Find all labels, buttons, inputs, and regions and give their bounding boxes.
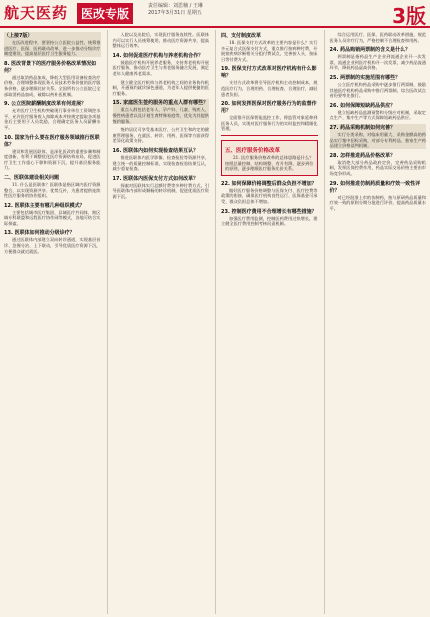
article-paragraph: 加强医疗费用监测，控制医药费用过快增长，建立健全医疗费用控制考核问责机制。 (221, 215, 318, 227)
column-3 (215, 30, 318, 614)
article-heading: 9. 公立医院薪酬制度改革有何进展？ (4, 101, 87, 108)
feature-box (221, 140, 318, 176)
article-paragraph: 主要包括城市医疗集团、县域医疗共同体、跨区域专科联盟和远程医疗协作网等模式，各地可结合实际探索。 (4, 209, 101, 226)
masthead-meta (148, 3, 203, 17)
article-heading: 13. 医联体如何推动分级诊疗？ (4, 230, 75, 237)
article-paragraph: 支付方式改革将引导医疗机构主动控制成本，规范医疗行为，合理用药、合理检查、合理治疗，减轻患者负担。 (221, 80, 318, 97)
article-block (113, 32, 210, 49)
section-title: 医改专版 (77, 3, 133, 24)
column-2 (107, 30, 210, 614)
article-block (330, 32, 427, 43)
article-paragraph: 通过医联体内部建立双向转诊通道，实现基层首诊、急慢分治、上下联动，引导优质医疗资源下沉，方便群众就近就医。 (4, 237, 101, 254)
publish-weekday: 星期五 (186, 10, 202, 16)
article-heading: 29. 如何推进仿制药质量和疗效一致性评价？ (329, 180, 421, 194)
article-paragraph: 建立短缺药品监测预警和分级应对机制，采取定点生产、集中生产等方式保障短缺药品供应。 (329, 109, 426, 121)
article-paragraph: 探索对医联体实行总额付费等多种付费方式，引导医联体内部形成顺畅的转诊机制，促进优质医疗资源下沉。 (112, 182, 209, 199)
article-paragraph: 实行分类采购，对临床用量大、采购金额高的药品实行集中招标采购，对部分专利药品、独家生产药品建立价格谈判机制。 (329, 131, 426, 149)
article-block (4, 32, 101, 57)
article-block (113, 127, 210, 144)
article-heading: 17. 医联体内医保支付方式如何改革？ (112, 175, 199, 182)
article-paragraph: 鼓励医疗机构开展养老服务，支持养老机构开展医疗服务，推动医疗卫生与养老服务融合发展，满足老年人健康养老需求。 (112, 59, 209, 76)
article-block (221, 180, 318, 205)
article-heading: 27. 药品采购机制如何完善？ (329, 124, 396, 131)
article-block (113, 147, 210, 172)
article-block (113, 175, 210, 200)
page-number: 3版 (392, 4, 426, 28)
article-paragraph: 公立医疗机构药品采购中逐步推行两票制，鼓励其他医疗机构药品采购中推行两票制，综合医改试点省份要率先推行。 (329, 81, 426, 99)
article-block (221, 208, 318, 227)
article-block (330, 74, 427, 99)
article-heading: 20. 如何发挥医保对医疗服务行为的监督作用？ (221, 101, 317, 115)
article-block (330, 152, 427, 177)
article-heading: 16. 医联体内如何实现检查结果互认？ (112, 147, 199, 154)
article-block (4, 60, 101, 97)
article-block (4, 134, 101, 171)
article-block (221, 65, 318, 97)
article-paragraph: 重点人群包括老年人、孕产妇、儿童、残疾人、慢性病患者以及计划生育特殊家庭等，优先为其提供签约服务。 (112, 107, 209, 124)
article-paragraph: 建设和发展医联体，是深化医改的重要步骤和制度创新，有利于调整优化医疗资源结构布局，促进医疗卫生工作重心下移和资源下沉，提升基层服务能力。 (4, 148, 101, 171)
article-block (330, 180, 427, 212)
article-block (4, 229, 101, 254)
article-paragraph: 推进医联体内医学影像、检查检验等资源共享，建立统一的质量控制标准，实现检查检验结果互认，减少重复检查。 (112, 154, 209, 172)
article-heading: 8. 医改背景下的医疗服务价格改革情况如何？ (4, 60, 97, 74)
article-paragraph: 允许医疗卫生机构突破现行事业单位工资调控水平，允许医疗服务收入扣除成本并按规定提取各项基金后主要用于人员奖励，合理确定医务人员薪酬水平。 (4, 108, 101, 130)
article-paragraph: 综合运用医疗、医保、医药联动改革措施，规范医务人员诊疗行为，严格控制不合理检查和用药。 (329, 32, 426, 43)
article-heading: 23. 控制医疗费用不合理增长有哪些措施？ (221, 208, 317, 215)
article-paragraph: 对已经批准上市的仿制药，按与原研药品质量和疗效一致的原则分期分批进行评价，提高药品质量水平。 (329, 194, 426, 211)
publish-date: 2017年3月31日 (148, 10, 186, 16)
article-block (113, 80, 210, 97)
article-block (330, 102, 427, 121)
article-block (4, 202, 101, 227)
article-columns (4, 30, 426, 614)
article-paragraph: 两票制是指药品生产企业到流通企业开一次发票，流通企业到医疗机构开一次发票，减少药品流通环节，降低药品虚高价格。 (329, 54, 426, 71)
article-block (113, 52, 210, 77)
article-paragraph: 18. 医保支付方式改革的主要内容是什么？实行多元复合式医保支付方式，重点推行按病种付费，开展按疾病诊断相关分组付费试点，完善按人头、按床日等付费方式。 (221, 40, 318, 62)
article-block (330, 46, 427, 71)
article-heading: 22. 如何保障价格调整后群众负担不增加？ (221, 180, 317, 187)
feature-heading: 五、医疗服务价格改革 (225, 147, 281, 154)
article-heading: 15. 家庭医生签约服务的重点人群有哪些？ (112, 100, 209, 107)
article-heading: 25. 两票制的实施范围有哪些？ (329, 74, 401, 81)
article-heading: 14. 如何促进医疗机构与养老机构合作？ (112, 52, 204, 59)
column-4 (324, 30, 427, 614)
article-paragraph: 签约居民可享受基本医疗、公共卫生和约定的健康管理服务，在就医、转诊、用药、医保等方面获得差异化政策支持。 (112, 127, 209, 144)
article-heading: 四、支付制度改革 (221, 33, 262, 39)
article-heading: 10. 国家为什么要在医疗服务领域推行医联体？ (4, 134, 100, 148)
article-heading: 12. 医联体主要有哪几种组织模式？ (4, 202, 85, 209)
feature-paragraph: 21. 医疗服务价格改革的总体思路是什么？按照总量控制、结构调整、有升有降、逐步到位的原则，逐步理顺医疗服务比价关系。 (225, 154, 314, 172)
article-heading: 26. 如何保障短缺药品供应？ (329, 102, 396, 109)
article-block (4, 100, 101, 130)
article-block (113, 99, 210, 124)
article-paragraph: 通过取消药品加成，降低大型医用设备检查治疗价格，合理调整体现医务人员技术劳务价值的医疗服务价格，逐步理顺比价关系。全国所有公立医院已全部取消药品加成，破除以药补医机制。 (4, 74, 101, 97)
article-paragraph: 做好医疗服务价格调整与医保支付、医疗控费等政策的衔接，确保医疗机构良性运行、医保基金可承受、群众负担总体不增加。 (221, 187, 318, 204)
article-heading: （上接7版） (4, 33, 33, 39)
article-paragraph: 全面推开医保智能监控工作，将监管对象延伸到医务人员，实现对医疗服务行为的实时监控和精细化管理。 (221, 115, 318, 132)
section-divider (221, 135, 318, 136)
article-paragraph: 取消绝大部分药品政府定价，完善药品采购机制，发挥医保控费作用，药品实际交易价格主要由市场竞争形成。 (329, 159, 426, 176)
column-1 (4, 30, 101, 614)
article-block (221, 100, 318, 132)
article-paragraph: 建立健全医疗机构与养老机构之间的业务协作机制，开通预约就诊绿色通道，为老年人提供便捷的医疗服务。 (112, 79, 209, 96)
article-paragraph: 入院以及出院后，实现医疗服务连续性。医联体内可以实行人员统筹使用，推动医疗资源共享，提高整体运行效率。 (112, 32, 209, 49)
article-paragraph: 在医改进程中，要坚持公立医院公益性，统筹推进医疗、医保、医药联动改革，进一步推动分级诊疗制度建设，提高基层医疗卫生服务能力。 (4, 40, 101, 57)
article-heading: 24. 药品购销两票制的含义是什么？ (329, 47, 411, 54)
article-paragraph: 11. 什么是医联体？医联体是指区域内医疗资源整合，以实现资源共享、优势互补，为患者提供连续性医疗服务的协作组织。 (4, 181, 101, 199)
article-heading: 二、医联体建设相关问题 (4, 174, 60, 181)
brand-logo: 航天医药 (4, 4, 69, 22)
article-block (330, 124, 427, 149)
article-block (4, 174, 101, 199)
masthead (0, 0, 430, 28)
article-heading: 19. 医保支付方式改革对医疗机构有什么影响？ (221, 66, 317, 80)
editor-line: 责任编辑：刘思楠 / 王琳 (148, 3, 203, 9)
article-heading: 28. 怎样推进药品价格改革？ (329, 152, 396, 159)
article-block (221, 32, 318, 62)
